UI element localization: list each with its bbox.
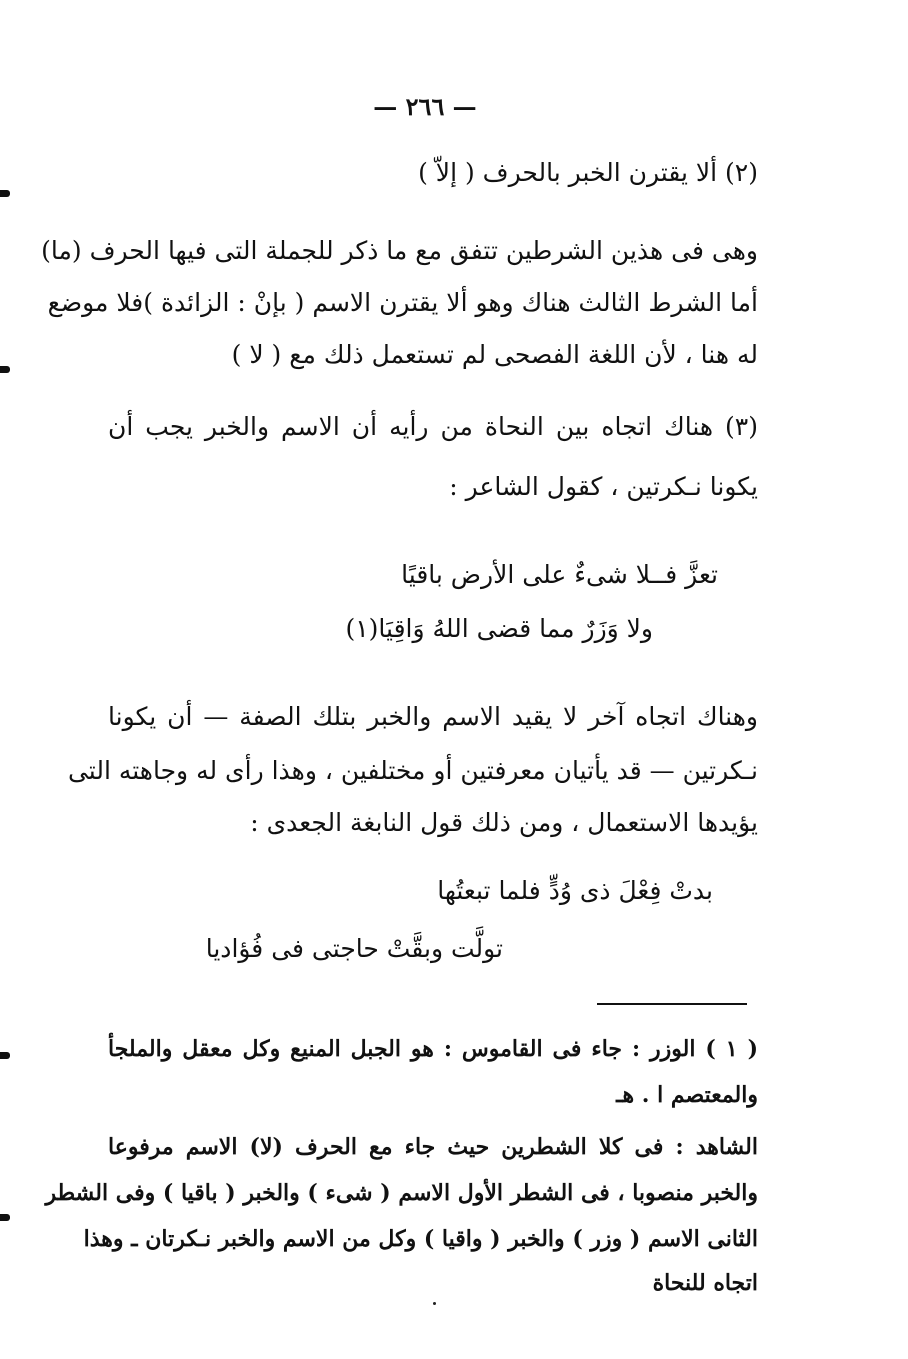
witness-line-1: الشاهد : فى كلا الشطرين حيث جاء مع الحرف (لا) الاسم مرفوعا [108,1134,758,1160]
footnote-1-line-2: والمعتصم ا . هـ [616,1082,758,1108]
witness-line-4: اتجاه للنحاة [652,1270,758,1296]
para1-line-3: له هنا ، لأن اللغة الفصحى لم تستعمل ذلك مع ( لا ) [231,340,758,369]
margin-mark [0,190,10,197]
witness-line-3: الثانى الاسم ( وزر ) والخبر ( واقيا ) وكل من الاسم والخبر نـكرتان ـ وهذا [83,1226,758,1252]
para3-line-2: نـكرتين — قد يأتيان معرفتين أو مختلفين ، وهذا رأى له وجاهته التى [67,756,758,785]
scan-speck [433,1302,436,1305]
para3-line-1: وهناك اتجاه آخر لا يقيد الاسم والخبر بتلك الصفة — أن يكونا [108,702,758,731]
condition-2-line: (٢) ألا يقترن الخبر بالحرف ( إلاّ ) [418,158,758,187]
margin-mark [0,1052,10,1059]
para1-line-1: وهى فى هذين الشرطين تتفق مع ما ذكر للجملة التى فيها الحرف (ما) [41,236,758,265]
witness-line-2: والخبر منصوبا ، فى الشطر الأول الاسم ( شىء ) والخبر ( باقيا ) وفى الشطر [45,1180,758,1206]
para3-line-3: يؤيدها الاستعمال ، ومن ذلك قول النابغة الجعدى : [250,808,758,837]
para2-line-1: (٣) هناك اتجاه بين النحاة من رأيه أن الاسم والخبر يجب أن [108,412,758,441]
footnote-1-line-1: ( ١ ) الوزر : جاء فى القاموس : هو الجبل المنيع وكل معقل والملجأ [108,1036,758,1062]
verse1-line-1: تعزَّ فــلا شىءٌ على الأرض باقيًا [401,560,718,589]
page-number: — ٢٦٦ — [373,92,477,121]
para1-line-2: أما الشرط الثالث هناك وهو ألا يقترن الاسم ( بإنْ : الزائدة )فلا موضع [47,288,758,317]
margin-mark [0,1214,10,1221]
footnote-divider [597,1003,747,1005]
para2-line-2: يكونا نـكرتين ، كقول الشاعر : [449,472,758,501]
verse1-line-2: ولا وَزَرٌ مما قضى اللهُ وَاقِيَا(١) [345,614,653,643]
verse2-line-2: تولَّت وبقَّتْ حاجتى فى فُؤاديا [205,934,503,963]
verse2-line-1: بدتْ فِعْلَ ذى وُدٍّ فلما تبعتُها [437,876,713,905]
margin-mark [0,366,10,373]
